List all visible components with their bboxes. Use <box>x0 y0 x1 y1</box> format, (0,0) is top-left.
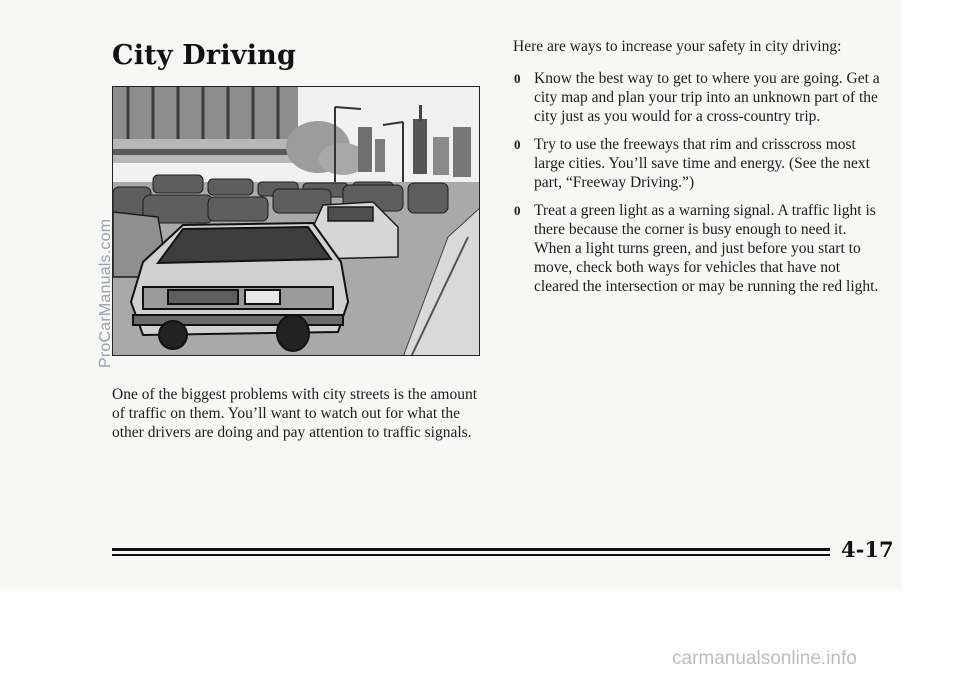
list-item <box>513 201 885 296</box>
city-traffic-illustration <box>112 86 480 356</box>
watermark-text: ProCarManuals.com <box>97 218 114 368</box>
safety-tips-list <box>513 69 885 305</box>
tip-text: Treat a green light as a warning signal. A traffic light is there because the corner is busy enough to need it. When a light turns green, and just before you start to move, check both ways for vehicles that have not cleared the intersection or may be running the red light. <box>534 202 879 295</box>
bullet-marker: 0 <box>514 203 521 218</box>
site-footer-link[interactable]: carmanualsonline.info <box>672 648 857 669</box>
bullet-marker: 0 <box>514 71 521 86</box>
footer-rule-thin <box>112 554 830 556</box>
list-item <box>513 69 885 126</box>
intro-paragraph: One of the biggest problems with city streets is the amount of traffic on them. You’ll want to watch out for what the other drivers are doing and pay attention to traffic signals. <box>112 386 478 441</box>
section-heading: City Driving <box>112 40 297 71</box>
footer-rule <box>112 548 830 551</box>
list-item <box>513 135 885 192</box>
tip-text: Try to use the freeways that rim and crisscross most large cities. You’ll save time and energy. (See the next part, “Freeway Driving.”) <box>534 136 870 191</box>
tips-intro: Here are ways to increase your safety in city driving: <box>513 38 842 55</box>
bullet-marker: 0 <box>514 137 521 152</box>
page-number: 4-17 <box>841 537 894 562</box>
tip-text: Know the best way to get to where you are going. Get a city map and plan your trip into an unknown part of the city just as you would for a cross-country trip. <box>534 70 880 125</box>
